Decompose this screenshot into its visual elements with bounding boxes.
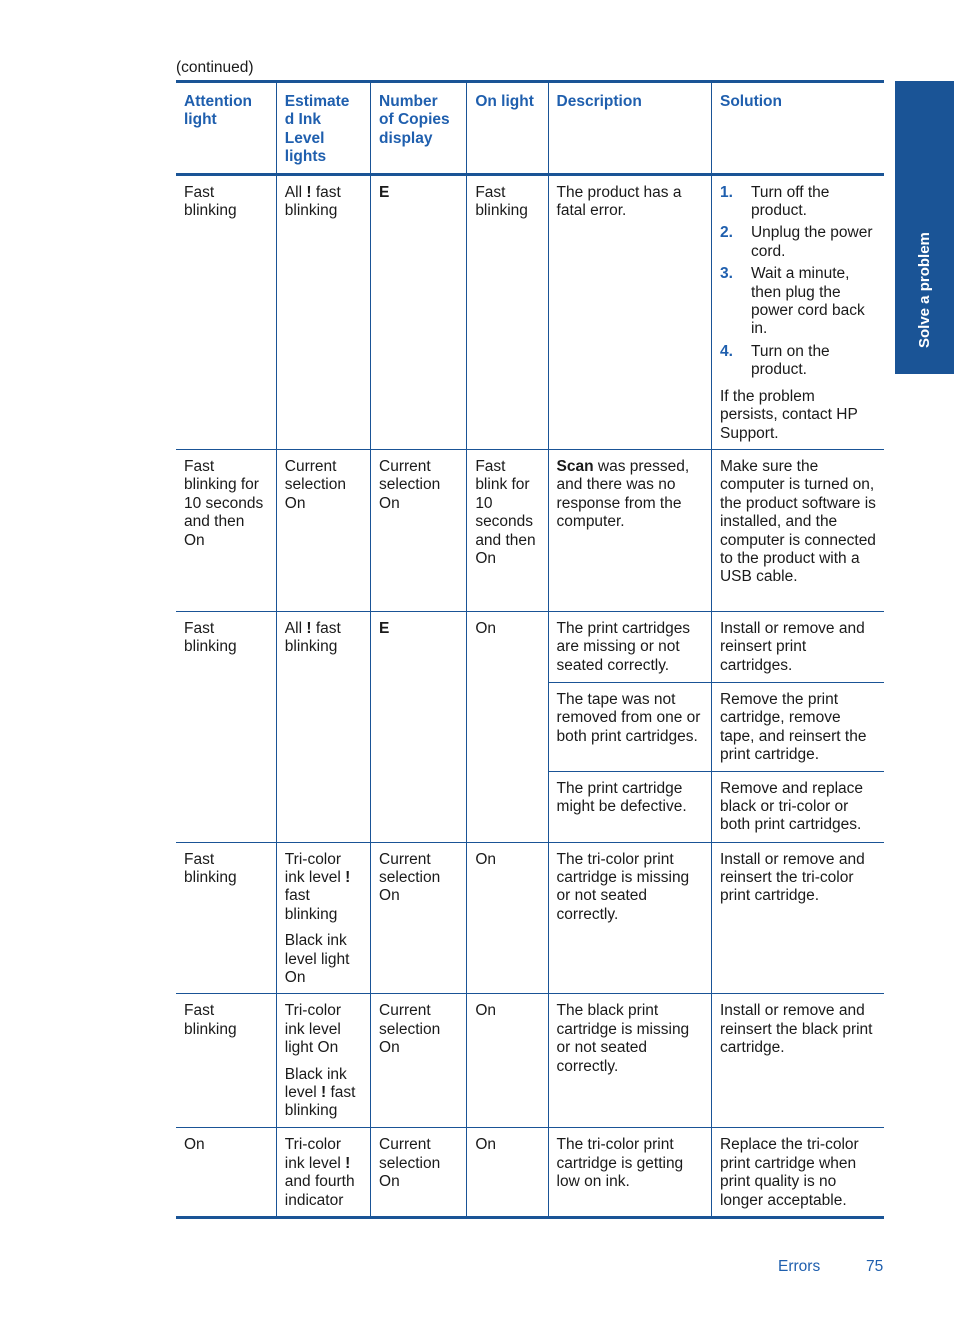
solution-steps: [720, 184, 876, 380]
header-attention-light: Attention light: [176, 82, 276, 175]
header-solution: Solution: [711, 82, 884, 175]
cell-solution: Remove and replace black or tri-color or both print cartridges.: [711, 771, 884, 842]
cell-description: The tri-color print cartridge is getting low on ink.: [548, 1128, 711, 1218]
cell-on-light: Fast blinking: [467, 174, 548, 449]
cell-copies: Current selection On: [371, 449, 467, 611]
cell-description: The print cartridges are missing or not seated correctly.: [548, 611, 711, 682]
cell-ink-level: All ! fast blinking: [276, 174, 370, 449]
list-item: 3. Wait a minute, then plug the power cord back in.: [719, 265, 865, 338]
cell-solution: [711, 174, 884, 449]
cell-solution: Replace the tri-color print cartridge when print quality is no longer acceptable.: [711, 1128, 884, 1218]
cell-attention: Fast blinking for 10 seconds and then On: [176, 449, 276, 611]
cell-description: The product has a fatal error.: [548, 174, 711, 449]
cell-attention: On: [176, 1128, 276, 1218]
side-tab-label: Solve a problem: [915, 231, 933, 348]
cell-solution: Install or remove and reinsert print cartridges.: [711, 611, 884, 682]
cell-attention: Fast blinking: [176, 994, 276, 1128]
page-number: 75: [866, 1258, 884, 1275]
cell-copies: Current selection On: [371, 1128, 467, 1218]
cell-copies: E: [371, 174, 467, 449]
cell-ink-level: Tri-color ink level light On Black ink level ! fast blinking: [276, 994, 370, 1128]
cell-description: The tape was not removed from one or both print cartridges.: [548, 682, 711, 771]
side-tab[interactable]: [895, 81, 954, 374]
cell-attention: Fast blinking: [184, 183, 237, 220]
cell-on-light: On: [467, 842, 548, 994]
header-copies-display: Number of Copies display: [371, 82, 467, 175]
header-description: Description: [548, 82, 711, 175]
table-row: [176, 994, 884, 1128]
cell-copies: Current selection On: [371, 842, 467, 994]
table-row: [176, 174, 884, 449]
cell-on-light: On: [467, 1128, 548, 1218]
footer-section-title: Errors: [778, 1258, 821, 1275]
list-item: 2. Unplug the power cord.: [719, 224, 873, 260]
cell-ink-level: Current selection On: [276, 449, 370, 611]
cell-on-light: On: [467, 994, 548, 1128]
header-ink-level-lights: Estimate d Ink Level lights: [276, 82, 370, 175]
cell-ink-level: All ! fast blinking: [276, 611, 370, 842]
cell-description: Scan was pressed, and there was no response from the computer.: [548, 449, 711, 611]
list-item: 4. Turn on the product.: [719, 342, 830, 379]
cell-on-light: Fast blink for 10 seconds and then On: [467, 449, 548, 611]
table-row: [176, 842, 884, 994]
header-on-light: On light: [467, 82, 548, 175]
solution-note: If the problem persists, contact HP Support.: [719, 387, 858, 442]
table-row: [176, 449, 884, 611]
table-header-row: [176, 82, 884, 175]
list-item: 1. Turn off the product.: [719, 183, 830, 220]
cell-solution: Install or remove and reinsert the tri-color print cartridge.: [711, 842, 884, 994]
cell-description: The tri-color print cartridge is missing or not seated correctly.: [548, 842, 711, 994]
continued-label: (continued): [176, 59, 254, 76]
cell-ink-level: Tri-color ink level ! fast blinking Black ink level light On: [276, 842, 370, 994]
error-light-table: [176, 80, 884, 1219]
table-row: [176, 1128, 884, 1218]
cell-description: The print cartridge might be defective.: [548, 771, 711, 842]
cell-solution: Install or remove and reinsert the black print cartridge.: [711, 994, 884, 1128]
table-row: [176, 611, 884, 682]
cell-attention: Fast blinking: [176, 842, 276, 994]
cell-solution: Make sure the computer is turned on, the product software is installed, and the computer is connected to the product with a USB cable.: [711, 449, 884, 611]
cell-copies: E: [371, 611, 467, 842]
cell-ink-level: Tri-color ink level ! and fourth indicator: [276, 1128, 370, 1218]
cell-description: The black print cartridge is missing or not seated correctly.: [548, 994, 711, 1128]
cell-copies: Current selection On: [371, 994, 467, 1128]
cell-attention: Fast blinking: [176, 611, 276, 842]
cell-solution: Remove the print cartridge, remove tape, and reinsert the print cartridge.: [711, 682, 884, 771]
cell-on-light: On: [467, 611, 548, 842]
